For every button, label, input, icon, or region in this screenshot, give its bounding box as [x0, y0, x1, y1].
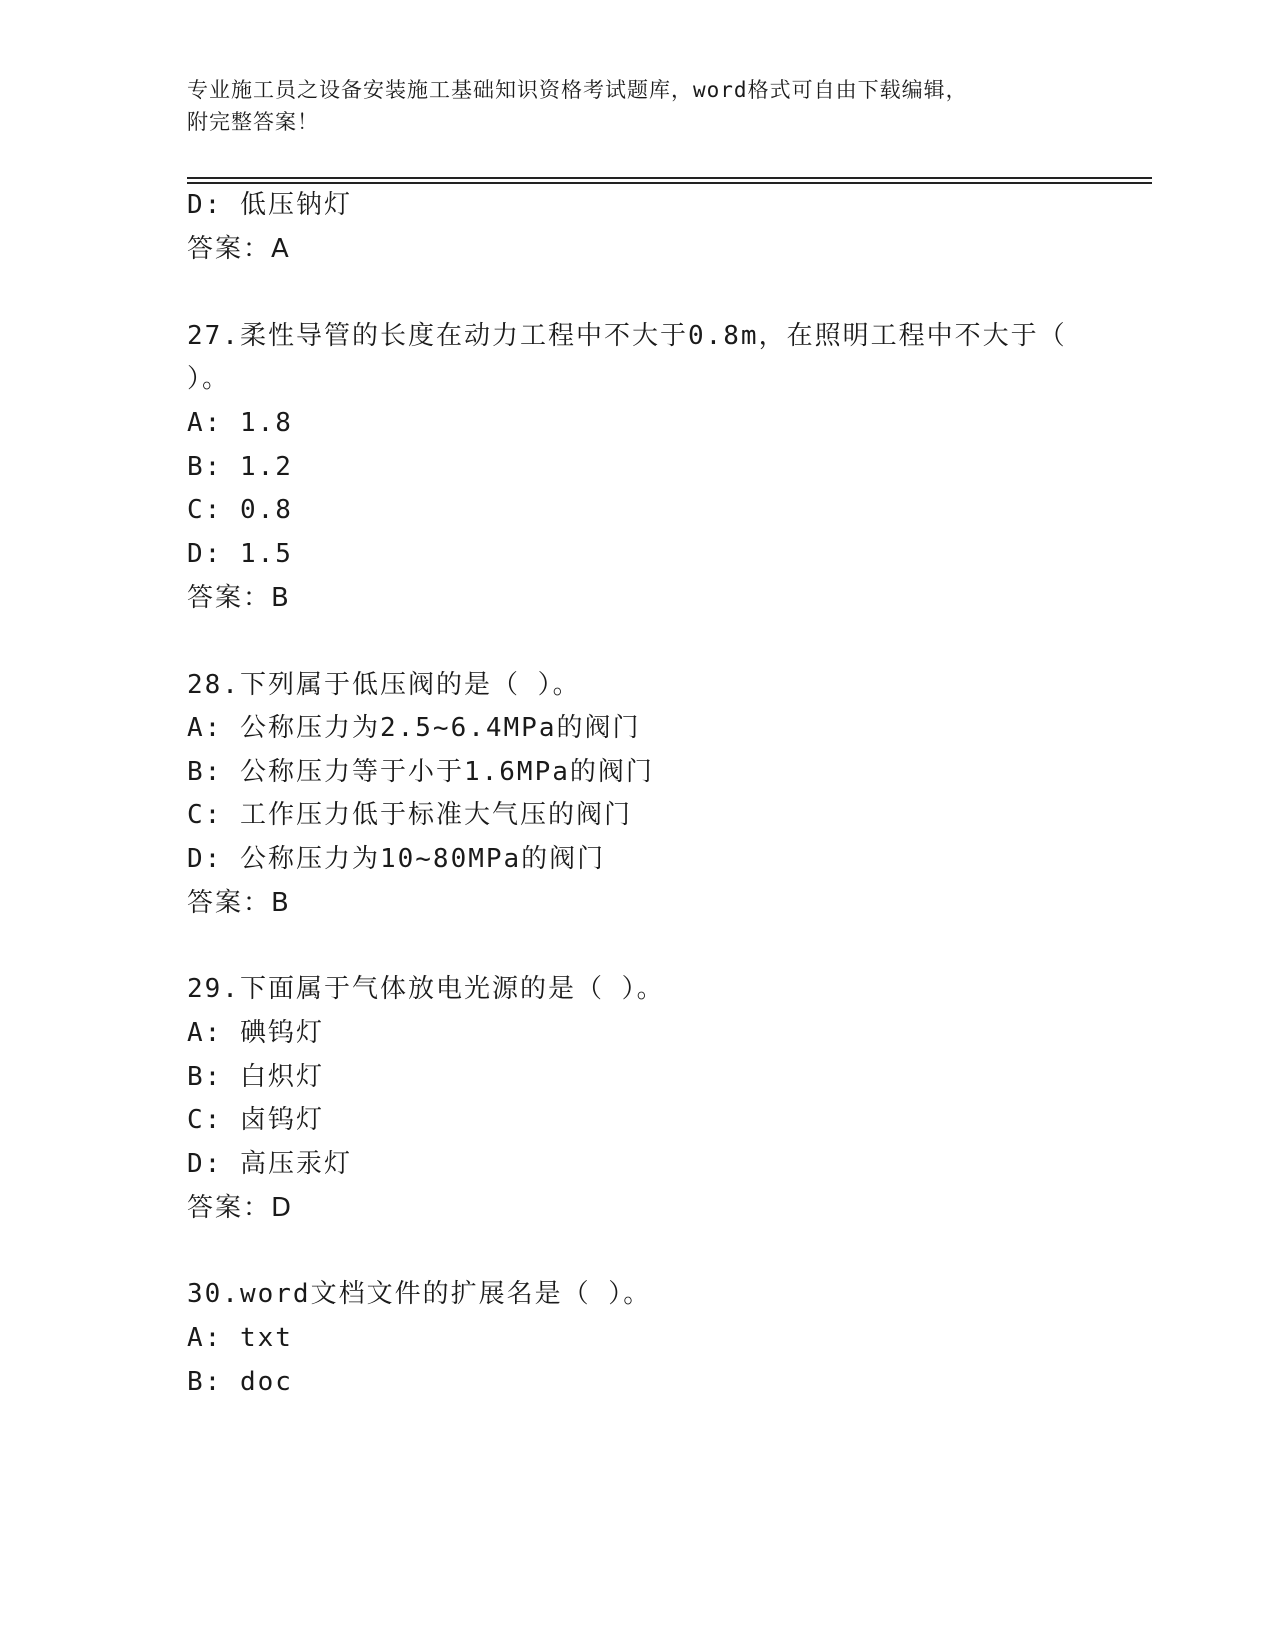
- question-stem-continued: ）。: [187, 364, 231, 394]
- header-line-1: 专业施工员之设备安装施工基础知识资格考试题库，word格式可自由下载编辑，: [187, 78, 968, 102]
- option-d: D: 1.5: [187, 539, 293, 569]
- question-stem: 27.柔性导管的长度在动力工程中不大于0.8m，在照明工程中不大于（: [187, 321, 1067, 351]
- option-c: C: 卤钨灯: [187, 1105, 324, 1135]
- option-b: B: 白炽灯: [187, 1062, 324, 1092]
- option-b: B: doc: [187, 1367, 293, 1397]
- question-stem: 28.下列属于低压阀的是（ ）。: [187, 670, 581, 700]
- option-a: A: 碘钨灯: [187, 1018, 324, 1048]
- answer-line: 答案：B: [187, 888, 291, 918]
- option-d: D: 高压汞灯: [187, 1149, 352, 1179]
- option-b: B: 1.2: [187, 452, 293, 482]
- header-divider-top: [187, 177, 1152, 179]
- option-b: B: 公称压力等于小于1.6MPa的阀门: [187, 757, 654, 787]
- header-line-2: 附完整答案！: [187, 110, 319, 134]
- option-a: A: 1.8: [187, 408, 293, 438]
- option-a: A: txt: [187, 1323, 293, 1353]
- document-header: [187, 74, 1067, 138]
- option-c: C: 0.8: [187, 495, 293, 525]
- header-divider-bottom: [187, 182, 1152, 184]
- question-stem: 30.word文档文件的扩展名是（ ）。: [187, 1279, 652, 1309]
- option-d: D: 低压钠灯: [187, 190, 352, 220]
- answer-line: 答案：D: [187, 1193, 294, 1223]
- option-d: D: 公称压力为10~80MPa的阀门: [187, 844, 606, 874]
- answer-line: 答案：B: [187, 583, 291, 613]
- option-c: C: 工作压力低于标准大气压的阀门: [187, 800, 632, 830]
- answer-line: 答案：A: [187, 234, 291, 264]
- question-stem: 29.下面属于气体放电光源的是（ ）。: [187, 974, 665, 1004]
- option-a: A: 公称压力为2.5~6.4MPa的阀门: [187, 713, 641, 743]
